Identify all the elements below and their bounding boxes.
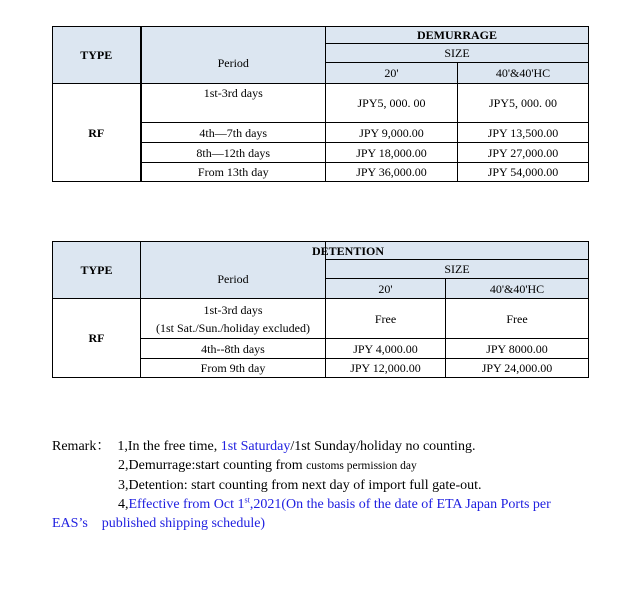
remarks [52,437,612,533]
period-cell: 4th--8th days [141,339,326,359]
period-cell: 8th—12th days [141,143,326,163]
value-20-cell: JPY 12,000.00 [326,359,446,378]
value-20-cell: JPY5, 000. 00 [326,84,458,123]
detention-table [52,241,589,378]
value-20-cell: JPY 36,000.00 [326,163,458,182]
period-note: (1st Sat./Sun./holiday excluded) [156,320,310,335]
size-col-40: 40'&40'HC [458,63,589,84]
size-col-40: 40'&40'HC [446,279,589,299]
value-40-cell: Free [446,299,589,339]
remark-1: Remark： 1,In the free time, 1st Saturday/1st Sunday/holiday no counting. [52,439,476,454]
value-40-cell: JPY 8000.00 [446,339,589,359]
value-40-cell: JPY 27,000.00 [458,143,589,163]
demurrage-table [52,26,589,182]
value-40-cell: JPY5, 000. 00 [458,84,589,123]
size-header: SIZE [326,260,589,279]
type-header: TYPE [53,242,141,299]
period-cell [141,299,326,339]
remark-4: 4,Effective from Oct 1st,2021(On the basis of the date of ETA Japan Ports per [118,495,551,512]
remark-label: Remark： [52,439,111,454]
size-col-20: 20' [326,63,458,84]
value-40-cell: JPY 54,000.00 [458,163,589,182]
period-cell: 1st-3rd days [141,84,326,123]
remark-3: 3,Detention: start counting from next day of import full gate-out. [118,478,482,493]
period-header: Period [141,44,326,84]
period-text: 1st-3rd days [203,302,263,317]
value-40-cell: JPY 24,000.00 [446,359,589,378]
value-20-cell: JPY 9,000.00 [326,123,458,143]
value-40-cell: JPY 13,500.00 [458,123,589,143]
value-20-cell: JPY 18,000.00 [326,143,458,163]
demurrage-title: DEMURRAGE [326,27,589,44]
remark-2: 2,Demurrage:start counting from customs permission day [118,458,417,473]
detention-title: DETENTION [326,242,589,260]
value-20-cell: JPY 4,000.00 [326,339,446,359]
type-header: TYPE [53,27,141,84]
remark-4-continued: EAS’s published shipping schedule) [52,516,266,531]
type-value: RF [53,299,141,378]
type-value: RF [53,84,141,182]
value-20-cell: Free [326,299,446,339]
highlight-text: 1st Saturday [220,439,291,454]
size-header: SIZE [326,44,589,63]
period-cell: From 13th day [141,163,326,182]
period-header: Period [141,260,326,299]
size-col-20: 20' [326,279,446,299]
period-cell: 4th—7th days [141,123,326,143]
period-cell: From 9th day [141,359,326,378]
